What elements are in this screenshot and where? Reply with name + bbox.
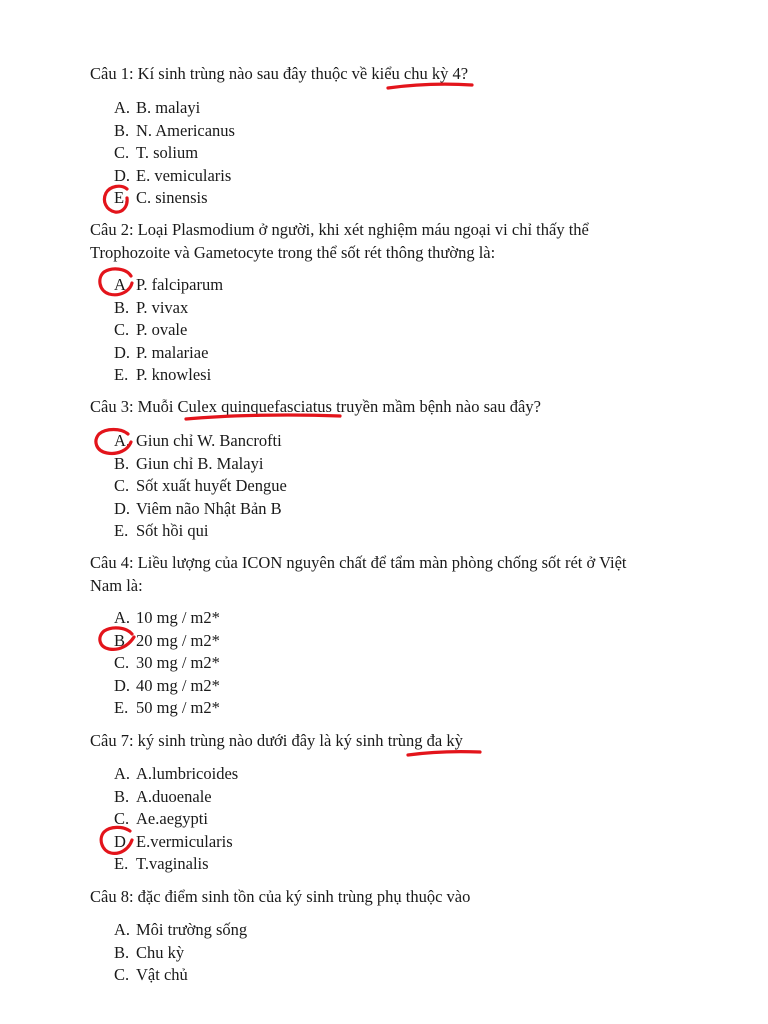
option-letter: C. [114,476,130,495]
option [114,319,223,342]
option-text: P. falciparum [136,275,224,294]
question-7 [90,730,690,753]
question-2 [90,219,690,264]
question-8-options [114,919,247,987]
option [114,831,238,854]
option [114,675,220,698]
option [114,142,235,165]
option-letter: E. [114,365,129,384]
question-1-text-end: 4? [448,64,469,83]
option [114,297,223,320]
option-text: P. vivax [136,297,189,317]
question-7-options [114,763,238,876]
option-letter: C. [114,809,130,828]
option-text: Sốt hồi qui [136,521,209,540]
option [114,364,223,387]
option-letter: A. [114,764,131,783]
option-text: Ae.aegypti [136,809,208,828]
option-text: Giun chỉ B. Malayi [136,453,264,473]
option-text: Vật chủ [136,965,188,984]
option-letter: E. [114,521,129,540]
option [114,964,247,987]
question-4-options [114,607,220,720]
option [114,498,287,521]
option-letter: A. [114,608,131,627]
option-letter: E. [114,698,129,717]
option-text: T. solium [136,143,199,162]
option [114,808,238,831]
option [114,165,235,188]
question-7-text: Câu 7: ký sinh trùng nào dưới đây là ký sinh [90,731,388,750]
option-letter: C. [114,143,130,162]
question-1-highlight: kiểu chu kỳ [371,64,449,83]
option-text: 40 mg / m2* [136,675,220,695]
option-letter: C. [114,653,130,672]
option [114,919,247,942]
question-1 [90,63,690,86]
option [114,607,220,630]
option-letter: A. [114,275,131,294]
option-text: Môi trường sống [136,920,248,939]
option [114,520,287,543]
option [114,786,238,809]
option-letter: D. [114,831,131,851]
option-letter: B. [114,630,130,650]
option [114,697,220,720]
question-8-text: Câu 8: đặc điểm sinh tồn của ký sinh trùng phụ thuộc vào [90,887,471,906]
option [114,274,223,297]
option-text: E.vermicularis [136,831,233,851]
option-letter: A. [114,431,131,450]
option-letter: E. [114,854,129,873]
option-letter: C. [114,320,130,339]
question-4-line-2: Nam là: [90,575,143,595]
option-text: 30 mg / m2* [136,653,220,672]
question-2-line-2: Trophozoite và Gametocyte trong thể sốt rét thông thường là: [90,242,496,262]
option-text: Giun chỉ W. Bancrofti [136,431,282,450]
option-letter: E. [114,188,129,207]
option [114,187,235,210]
question-3-highlight: Culex quinquefasciatus [177,397,332,416]
question-1-text: Câu 1: Kí sinh trùng nào sau đây thuộc về [90,64,372,83]
option [114,342,223,365]
question-2-options [114,274,223,387]
option [114,475,287,498]
option-text: E. vemicularis [136,165,232,185]
option-letter: B. [114,786,130,806]
option [114,942,247,965]
option-letter: D. [114,675,131,695]
question-1-options [114,97,235,210]
question-8 [90,886,690,909]
option [114,453,287,476]
question-3-text: Câu 3: Muỗi [90,397,178,416]
option-text: P. knowlesi [136,365,212,384]
option-text: B. malayi [136,98,201,117]
option-letter: A. [114,98,131,117]
question-3-text-end: truyền mầm bệnh nào sau đây? [331,397,541,416]
option-text: A.lumbricoides [136,764,239,783]
question-7-highlight: trùng đa kỳ [387,731,463,750]
option [114,630,220,653]
option-text: 50 mg / m2* [136,698,220,717]
option-text: 10 mg / m2* [136,608,220,627]
option-text: Chu kỳ [136,942,185,962]
option-letter: D. [114,342,131,362]
option-letter: B. [114,120,130,140]
option-text: 20 mg / m2* [136,630,220,650]
option-text: A.duoenale [136,786,212,806]
option-text: N. Americanus [136,120,235,140]
option-letter: C. [114,965,130,984]
option-text: P. malariae [136,342,209,362]
option-text: P. ovale [136,320,188,339]
option [114,430,287,453]
option-text: T.vaginalis [136,854,209,873]
question-2-line-1: Câu 2: Loại Plasmodium ở người, khi xét nghiệm máu ngoại vi chỉ thấy thể [90,220,589,239]
option [114,97,235,120]
option-text: Sốt xuất huyết Dengue [136,476,287,495]
option-letter: B. [114,297,130,317]
option-letter: B. [114,942,130,962]
question-4 [90,552,690,597]
option-text: C. sinensis [136,188,208,207]
option [114,120,235,143]
question-4-line-1: Câu 4: Liều lượng của ICON nguyên chất để tẩm màn phòng chống sốt rét ở Việt [90,553,627,572]
option [114,763,238,786]
question-3 [90,396,690,419]
option-letter: A. [114,920,131,939]
option [114,853,238,876]
question-3-options [114,430,287,543]
option-text: Viêm não Nhật Bản B [136,498,282,518]
option-letter: D. [114,165,131,185]
option [114,652,220,675]
option-letter: B. [114,453,130,473]
option-letter: D. [114,498,131,518]
